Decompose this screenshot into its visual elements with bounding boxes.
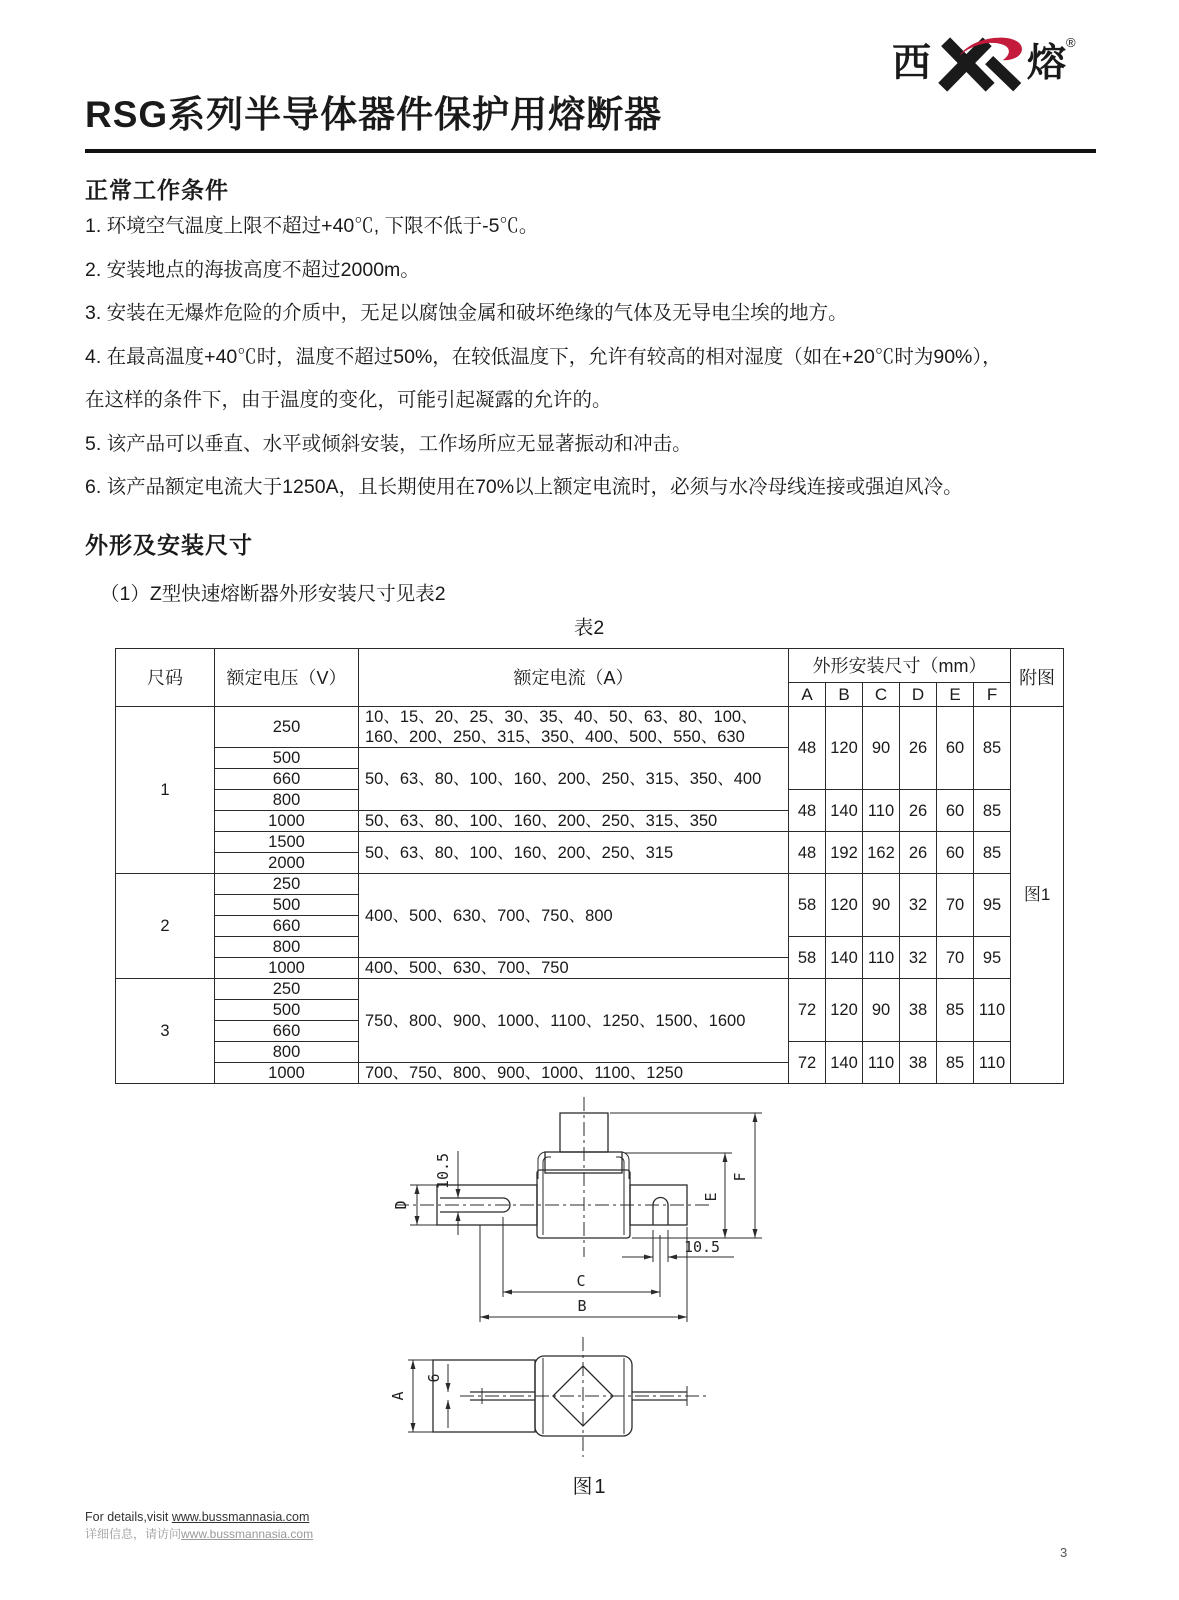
dim-c-cell: 90	[863, 874, 900, 937]
dim-f-cell: 85	[974, 832, 1011, 874]
dim-d-cell: 26	[900, 790, 937, 832]
dim-d-cell: 38	[900, 979, 937, 1042]
working-conditions-list	[85, 212, 1125, 517]
current-cell: 400、500、630、700、750、800	[359, 874, 789, 958]
footer-en-text: For details,visit	[85, 1510, 172, 1524]
dim-d-cell: 32	[900, 874, 937, 937]
dim-e-cell: 70	[937, 937, 974, 979]
header-dim-d: D	[900, 683, 937, 707]
svg-text:C: C	[576, 1272, 586, 1290]
size-code-cell: 1	[116, 707, 215, 874]
dim-b-cell: 140	[826, 1042, 863, 1084]
current-cell: 50、63、80、100、160、200、250、315、350	[359, 811, 789, 832]
voltage-cell: 500	[215, 895, 359, 916]
voltage-cell: 1000	[215, 811, 359, 832]
voltage-cell: 250	[215, 707, 359, 748]
dim-b-cell: 120	[826, 707, 863, 790]
voltage-cell: 1000	[215, 1063, 359, 1084]
voltage-cell: 800	[215, 937, 359, 958]
header-figure: 附图	[1011, 649, 1064, 707]
svg-text:6: 6	[425, 1373, 443, 1383]
voltage-cell: 500	[215, 748, 359, 769]
section-heading-dimensions: 外形及安装尺寸	[85, 532, 253, 558]
footer-line-cn	[85, 1526, 313, 1543]
current-cell: 700、750、800、900、1000、1100、1250	[359, 1063, 789, 1084]
header-voltage: 额定电压（V）	[215, 649, 359, 707]
voltage-cell: 1000	[215, 958, 359, 979]
footer-en-link[interactable]: www.bussmannasia.com	[171, 1510, 310, 1524]
header-dim-b: B	[826, 683, 863, 707]
dim-a-cell: 58	[789, 937, 826, 979]
dim-f-cell: 110	[974, 979, 1011, 1042]
dim-d-cell: 38	[900, 1042, 937, 1084]
dim-e-cell: 85	[937, 1042, 974, 1084]
dim-b-cell: 120	[826, 874, 863, 937]
dim-e-cell: 85	[937, 979, 974, 1042]
dim-f-cell: 95	[974, 874, 1011, 937]
condition-line: 5. 该产品可以垂直、水平或倾斜安装，工作场所应无显著振动和冲击。	[85, 432, 692, 455]
footer-cn-link[interactable]: www.bussmannasia.com	[181, 1527, 314, 1541]
dim-a-cell: 72	[789, 979, 826, 1042]
condition-line: 6. 该产品额定电流大于1250A，且长期使用在70%以上额定电流时，必须与水冷母线连接或强迫风冷。	[85, 476, 963, 498]
table-caption: 表2	[573, 617, 605, 639]
dim-c-cell: 90	[863, 979, 900, 1042]
table-note: （1）Z型快速熔断器外形安装尺寸见表2	[100, 583, 446, 605]
table-row	[116, 979, 1064, 1000]
dim-a-cell: 58	[789, 874, 826, 937]
dim-a-cell: 48	[789, 832, 826, 874]
condition-line: 1. 环境空气温度上限不超过+40℃, 下限不低于-5℃。	[85, 215, 539, 237]
dim-a-cell: 72	[789, 1042, 826, 1084]
voltage-cell: 660	[215, 1021, 359, 1042]
current-cell: 400、500、630、700、750	[359, 958, 789, 979]
page-footer	[85, 1509, 313, 1543]
condition-line: 在这样的条件下，由于温度的变化，可能引起凝露的允许的。	[85, 389, 612, 411]
section-heading-working-conditions: 正常工作条件	[85, 177, 229, 203]
header-current: 额定电流（A）	[359, 649, 789, 707]
table-row	[116, 832, 1064, 853]
header-dim-c: C	[863, 683, 900, 707]
dim-e-cell: 70	[937, 874, 974, 937]
logo-xr-mark-icon	[933, 34, 1025, 99]
voltage-cell: 500	[215, 1000, 359, 1021]
header-dim-e: E	[937, 683, 974, 707]
header-dim-f: F	[974, 683, 1011, 707]
dim-d-cell: 26	[900, 707, 937, 790]
dim-c-cell: 90	[863, 707, 900, 790]
current-cell: 50、63、80、100、160、200、250、315、350、400	[359, 748, 789, 811]
spec-table	[115, 648, 1064, 1084]
dim-e-cell: 60	[937, 707, 974, 790]
voltage-cell: 660	[215, 916, 359, 937]
header-size: 尺码	[116, 649, 215, 707]
dim-a-cell: 48	[789, 707, 826, 790]
figure-caption: 图1	[572, 1476, 608, 1498]
figure-ref-cell: 图1	[1011, 707, 1064, 1084]
dim-d-cell: 26	[900, 832, 937, 874]
dim-c-cell: 110	[863, 937, 900, 979]
dim-b-cell: 192	[826, 832, 863, 874]
page-number: 3	[1060, 1545, 1068, 1560]
voltage-cell: 2000	[215, 853, 359, 874]
current-cell: 50、63、80、100、160、200、250、315	[359, 832, 789, 874]
dim-a-cell: 48	[789, 790, 826, 832]
dim-b-cell: 140	[826, 937, 863, 979]
figure-top-view	[370, 1335, 810, 1470]
condition-line: 3. 安装在无爆炸危险的介质中，无足以腐蚀金属和破坏绝缘的气体及无导电尘埃的地方。	[85, 302, 848, 324]
svg-text:B: B	[577, 1297, 587, 1315]
brand-logo	[892, 34, 1076, 99]
table-row	[116, 707, 1064, 748]
svg-text:E: E	[702, 1192, 720, 1202]
dim-e-cell: 60	[937, 832, 974, 874]
voltage-cell: 660	[215, 769, 359, 790]
dim-c-cell: 110	[863, 790, 900, 832]
dim-c-cell: 162	[863, 832, 900, 874]
current-cell: 750、800、900、1000、1100、1250、1500、1600	[359, 979, 789, 1063]
voltage-cell: 1500	[215, 832, 359, 853]
figure-1	[370, 1085, 810, 1499]
dim-b-cell: 120	[826, 979, 863, 1042]
condition-line: 4. 在最高温度+40℃时，温度不超过50%，在较低温度下，允许有较高的相对湿度（如在+20℃时为90%），	[85, 345, 1002, 368]
dim-f-cell: 95	[974, 937, 1011, 979]
dim-c-cell: 110	[863, 1042, 900, 1084]
dim-d-cell: 32	[900, 937, 937, 979]
figure-front-view	[370, 1085, 810, 1335]
footer-cn-text: 详细信息，请访问	[85, 1527, 182, 1541]
condition-line: 2. 安装地点的海拔高度不超过2000m。	[85, 258, 420, 281]
header-dims: 外形安装尺寸（mm）	[789, 649, 1011, 683]
size-code-cell: 3	[116, 979, 215, 1084]
voltage-cell: 250	[215, 874, 359, 895]
size-code-cell: 2	[116, 874, 215, 979]
voltage-cell: 250	[215, 979, 359, 1000]
dim-f-cell: 110	[974, 1042, 1011, 1084]
page-title: RSG系列半导体器件保护用熔断器	[85, 94, 663, 135]
current-cell: 10、15、20、25、30、35、40、50、63、80、100、160、200、250、315、350、400、500、550、630	[359, 707, 789, 748]
svg-text:10.5: 10.5	[434, 1152, 452, 1190]
dim-f-cell: 85	[974, 707, 1011, 790]
dim-f-cell: 85	[974, 790, 1011, 832]
title-divider	[85, 149, 1096, 153]
voltage-cell: 800	[215, 790, 359, 811]
svg-text:10.5: 10.5	[683, 1238, 721, 1256]
voltage-cell: 800	[215, 1042, 359, 1063]
svg-text:D: D	[392, 1200, 410, 1210]
svg-text:F: F	[731, 1172, 749, 1182]
svg-text:A: A	[389, 1391, 407, 1401]
footer-line-en	[85, 1509, 313, 1526]
dim-e-cell: 60	[937, 790, 974, 832]
logo-left-char: 西	[892, 42, 932, 85]
dim-b-cell: 140	[826, 790, 863, 832]
registered-mark: ®	[1066, 35, 1076, 50]
logo-right-char: 熔	[1027, 42, 1067, 85]
header-dim-a: A	[789, 683, 826, 707]
table-row	[116, 874, 1064, 895]
